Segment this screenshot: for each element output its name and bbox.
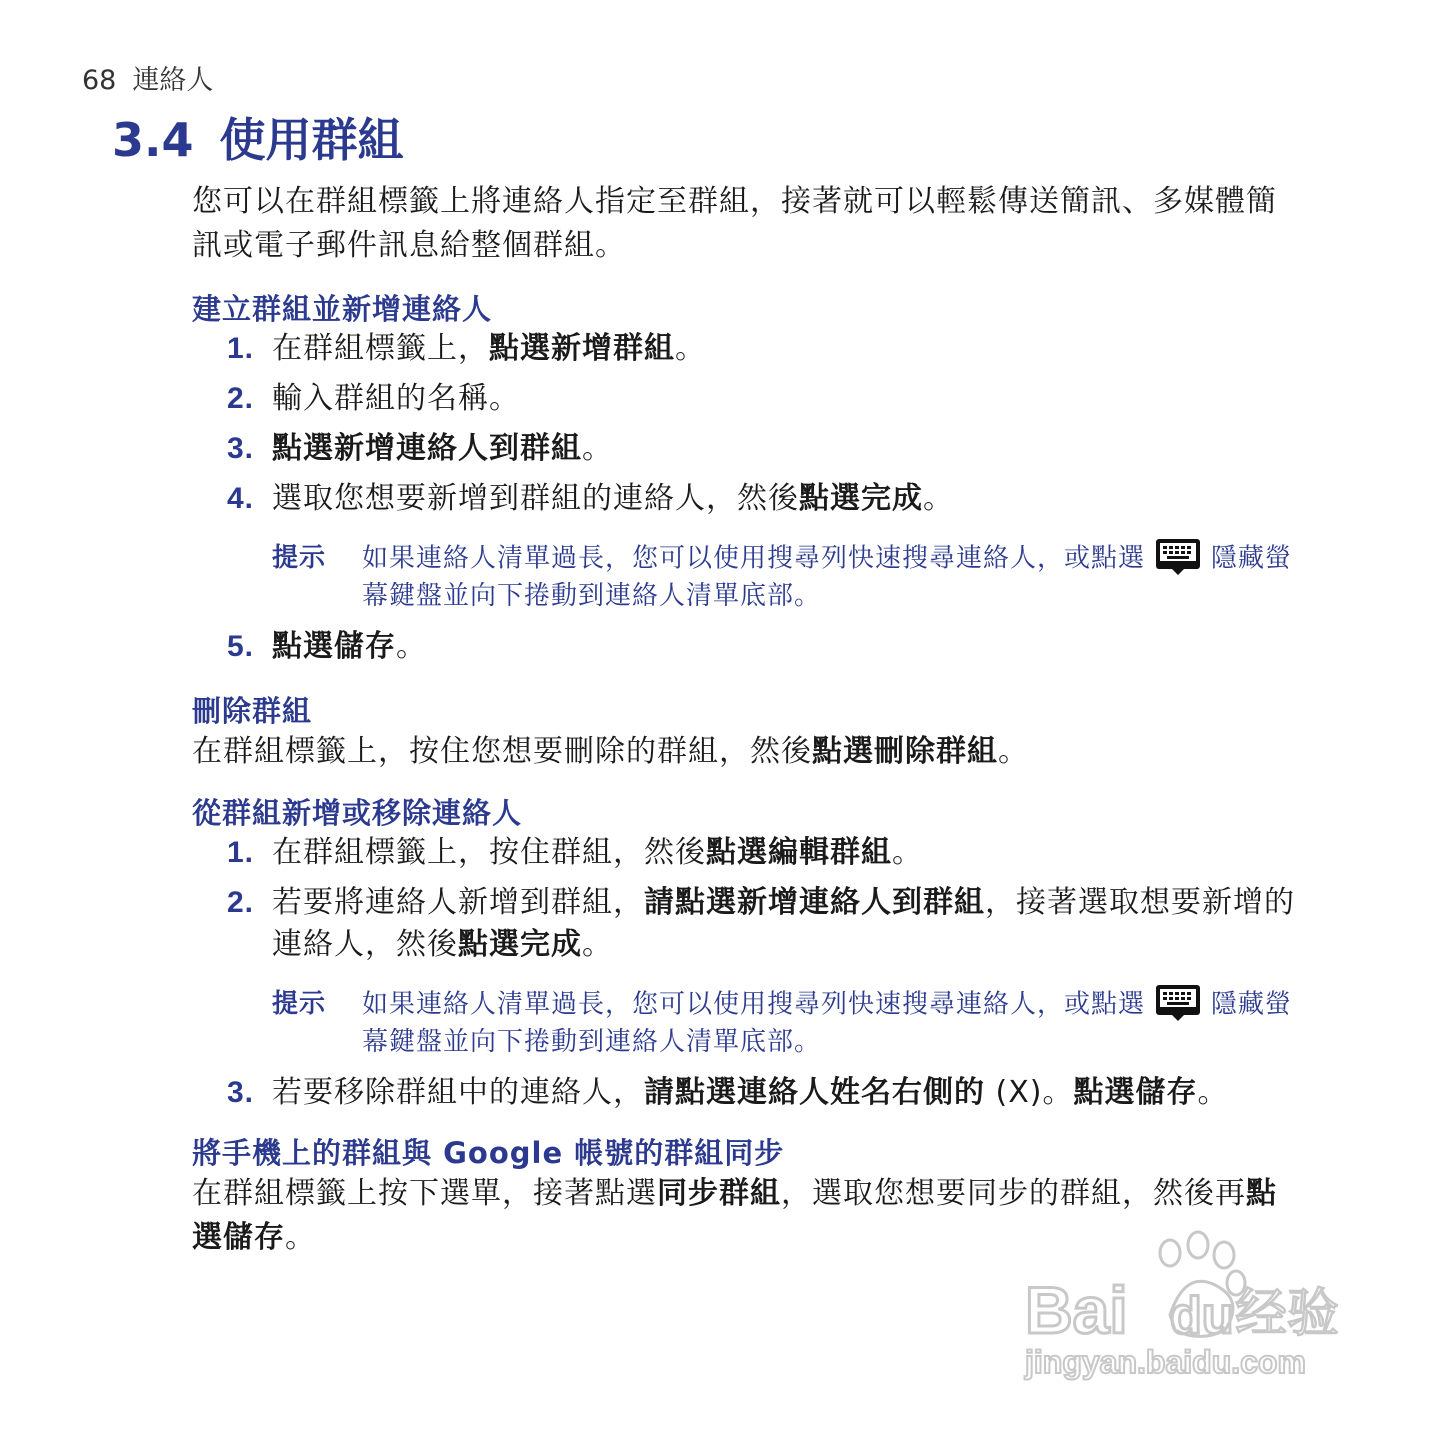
list-item — [192, 328, 1307, 370]
step-number: 5. — [227, 630, 255, 663]
tip-label: 提示 — [272, 543, 327, 573]
list-item — [192, 428, 1307, 470]
tip-box — [272, 540, 1307, 614]
delete-group-text: 在群組標籤上，按住您想要刪除的群組，然後點選刪除群組。 — [192, 734, 1029, 769]
intro-paragraph: 您可以在群組標籤上將連絡人指定至群組，接著就可以輕鬆傳送簡訊、多媒體簡訊或電子郵件訊息給整個群組。 — [192, 184, 1277, 263]
edit-group-steps-continued — [192, 1072, 1307, 1114]
watermark-url: jingyan.baidu.com — [1025, 1344, 1306, 1380]
svg-text:du: du — [1170, 1287, 1234, 1345]
svg-text:Bai: Bai — [1025, 1273, 1128, 1347]
page-number: 68 — [82, 65, 117, 96]
tip-text: 如果連絡人清單過長，您可以使用搜尋列快速搜尋連絡人，或點選 隱藏螢幕鍵盤並向下捲動到連絡人清單底部。 — [362, 986, 1307, 1060]
tip-text: 如果連絡人清單過長，您可以使用搜尋列快速搜尋連絡人，或點選 隱藏螢幕鍵盤並向下捲動到連絡人清單底部。 — [362, 540, 1307, 614]
step-text: 若要將連絡人新增到群組，請點選新增連絡人到群組，接著選取想要新增的連絡人，然後點選完成。 — [272, 885, 1295, 962]
list-item — [192, 378, 1307, 420]
edit-group-steps — [192, 832, 1307, 966]
section-number: 3.4 — [112, 113, 194, 167]
step-text: 選取您想要新增到群組的連絡人，然後點選完成。 — [272, 481, 954, 516]
step-number: 2. — [227, 382, 255, 415]
sync-group-heading: 將手機上的群組與 Google 帳號的群組同步 — [192, 1136, 785, 1170]
step-number: 2. — [227, 886, 255, 919]
step-number: 3. — [227, 1076, 255, 1109]
svg-text:经验: 经验 — [1235, 1284, 1340, 1344]
chapter-title: 連絡人 — [132, 65, 214, 96]
section-title — [112, 104, 404, 170]
step-text: 若要移除群組中的連絡人，請點選連絡人姓名右側的 (X)。點選儲存。 — [272, 1075, 1229, 1110]
step-number: 3. — [227, 432, 255, 465]
page-header — [82, 58, 213, 97]
step-number: 1. — [227, 332, 255, 365]
step-text: 點選儲存。 — [272, 629, 427, 664]
step-text: 輸入群組的名稱。 — [272, 381, 520, 416]
step-number: 1. — [227, 836, 255, 869]
list-item — [192, 626, 1307, 668]
list-item — [192, 1072, 1307, 1114]
step-text: 點選新增連絡人到群組。 — [272, 431, 613, 466]
baidu-watermark-logo — [1020, 1225, 1360, 1395]
list-item — [192, 882, 1307, 966]
content — [192, 180, 1307, 1260]
step-number: 4. — [227, 482, 255, 515]
create-group-steps — [192, 328, 1307, 520]
section-title-text: 使用群組 — [219, 113, 404, 167]
keyboard-hide-icon — [1155, 984, 1201, 1022]
tip-box — [272, 986, 1307, 1060]
step-text: 在群組標籤上，按住群組，然後點選編輯群組。 — [272, 835, 923, 870]
create-group-steps-continued — [192, 626, 1307, 668]
step-text: 在群組標籤上，點選新增群組。 — [272, 331, 706, 366]
list-item — [192, 478, 1307, 520]
tip-label: 提示 — [272, 989, 327, 1019]
delete-group-heading: 刪除群組 — [192, 694, 313, 728]
keyboard-hide-icon — [1155, 538, 1201, 576]
sync-group-text: 在群組標籤上按下選單，接著點選同步群組，選取您想要同步的群組，然後再點選儲存。 — [192, 1176, 1277, 1255]
create-group-heading: 建立群組並新增連絡人 — [192, 292, 493, 326]
edit-group-heading: 從群組新增或移除連絡人 — [192, 796, 523, 830]
list-item — [192, 832, 1307, 874]
